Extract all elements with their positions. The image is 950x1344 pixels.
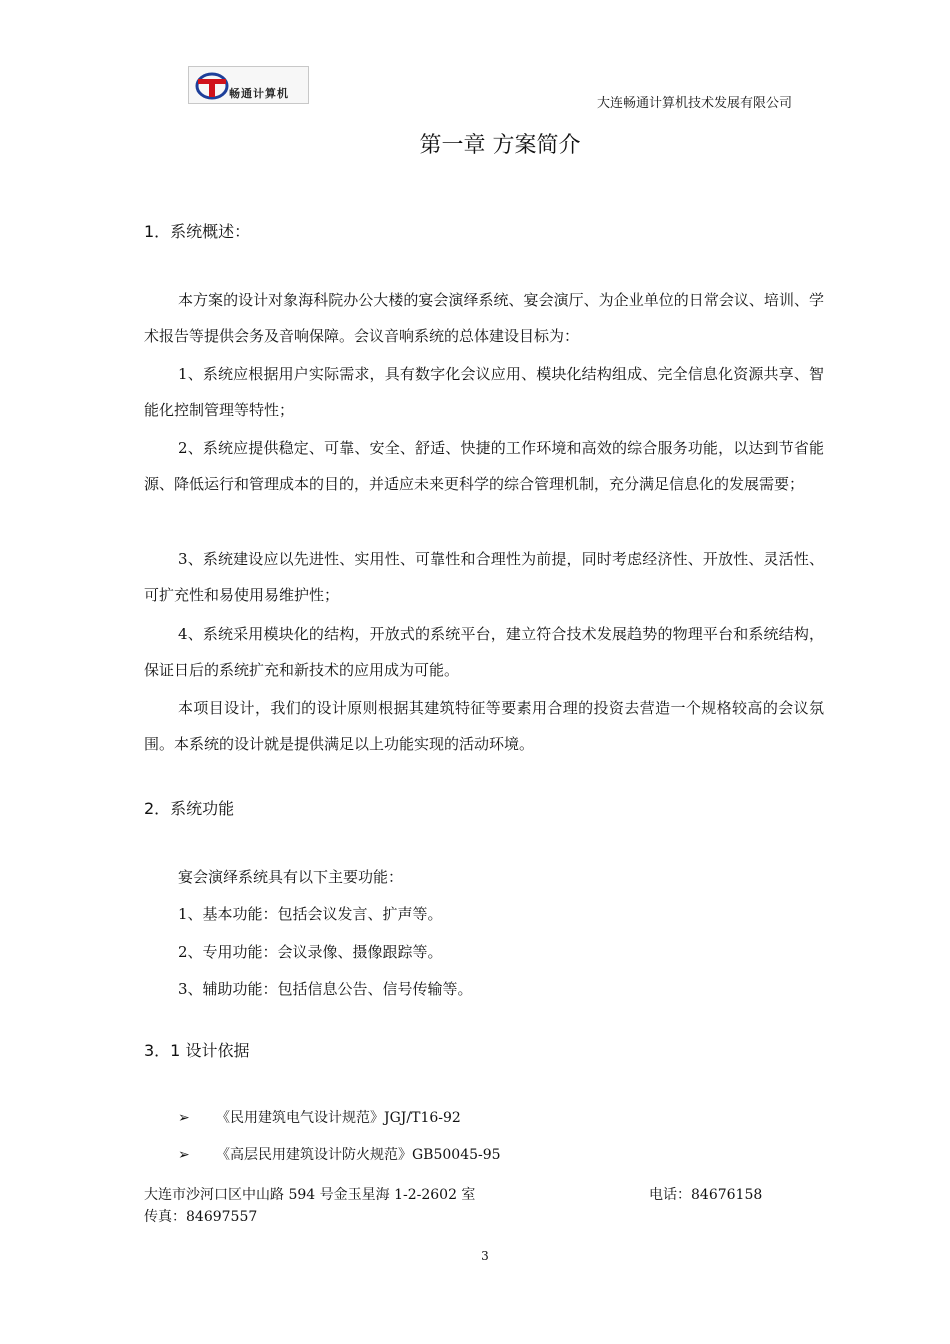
reference-text: 《高层民用建筑设计防火规范》GB50045-95: [216, 1147, 501, 1163]
list-item: [178, 1144, 501, 1164]
list-item: 2、系统应提供稳定、可靠、安全、舒适、快捷的工作环境和高效的综合服务功能，以达到节省能源、降低运行和管理成本的目的，并适应未来更科学的综合管理机制，充分满足信息化的发展需要；: [144, 439, 824, 493]
reference-text: 《民用建筑电气设计规范》JGJ/T16-92: [216, 1110, 461, 1126]
list-item: 1、基本功能：包括会议发言、扩声等。: [178, 905, 443, 923]
logo-text: 畅通计算机: [229, 87, 289, 100]
section-2-intro: 宴会演绎系统具有以下主要功能：: [178, 868, 404, 886]
list-item: 3、系统建设应以先进性、实用性、可靠性和合理性为前提，同时考虑经济性、开放性、灵活性、可扩充性和易使用易维护性；: [144, 550, 824, 604]
chapter-title: 第一章 方案简介: [419, 133, 581, 158]
list-item: [178, 1107, 461, 1127]
arrow-bullet-icon: ➢: [178, 1147, 190, 1163]
footer-address: 大连市沙河口区中山路 594 号金玉星海 1-2-2602 室: [144, 1187, 476, 1203]
page-number: 3: [481, 1249, 489, 1263]
section-1-closing: 本项目设计，我们的设计原则根据其建筑特征等要素用合理的投资去营造一个规格较高的会议氛围。本系统的设计就是提供满足以上功能实现的活动环境。: [144, 699, 824, 753]
list-item: 1、系统应根据用户实际需求，具有数字化会议应用、模块化结构组成、完全信息化资源共享、智能化控制管理等特性；: [144, 365, 824, 419]
list-item: 2、专用功能：会议录像、摄像跟踪等。: [178, 943, 443, 961]
logo-mark-icon: [195, 71, 229, 101]
section-3-heading: 3．1 设计依据: [144, 1041, 250, 1060]
company-logo: [188, 66, 309, 104]
section-2-heading: 2．系统功能: [144, 799, 235, 818]
list-item: 4、系统采用模块化的结构，开放式的系统平台，建立符合技术发展趋势的物理平台和系统结构，保证日后的系统扩充和新技术的应用成为可能。: [144, 625, 824, 679]
footer-fax: 传真：84697557: [144, 1209, 258, 1225]
section-1-heading: 1．系统概述：: [144, 222, 251, 241]
company-name: 大连畅通计算机技术发展有限公司: [596, 96, 792, 111]
footer-phone: 电话：84676158: [649, 1187, 763, 1203]
list-item: 3、辅助功能：包括信息公告、信号传输等。: [178, 980, 473, 998]
section-1-intro: 本方案的设计对象海科院办公大楼的宴会演绎系统、宴会演厅、为企业单位的日常会议、培训、学术报告等提供会务及音响保障。会议音响系统的总体建设目标为：: [144, 291, 824, 345]
arrow-bullet-icon: ➢: [178, 1110, 190, 1126]
